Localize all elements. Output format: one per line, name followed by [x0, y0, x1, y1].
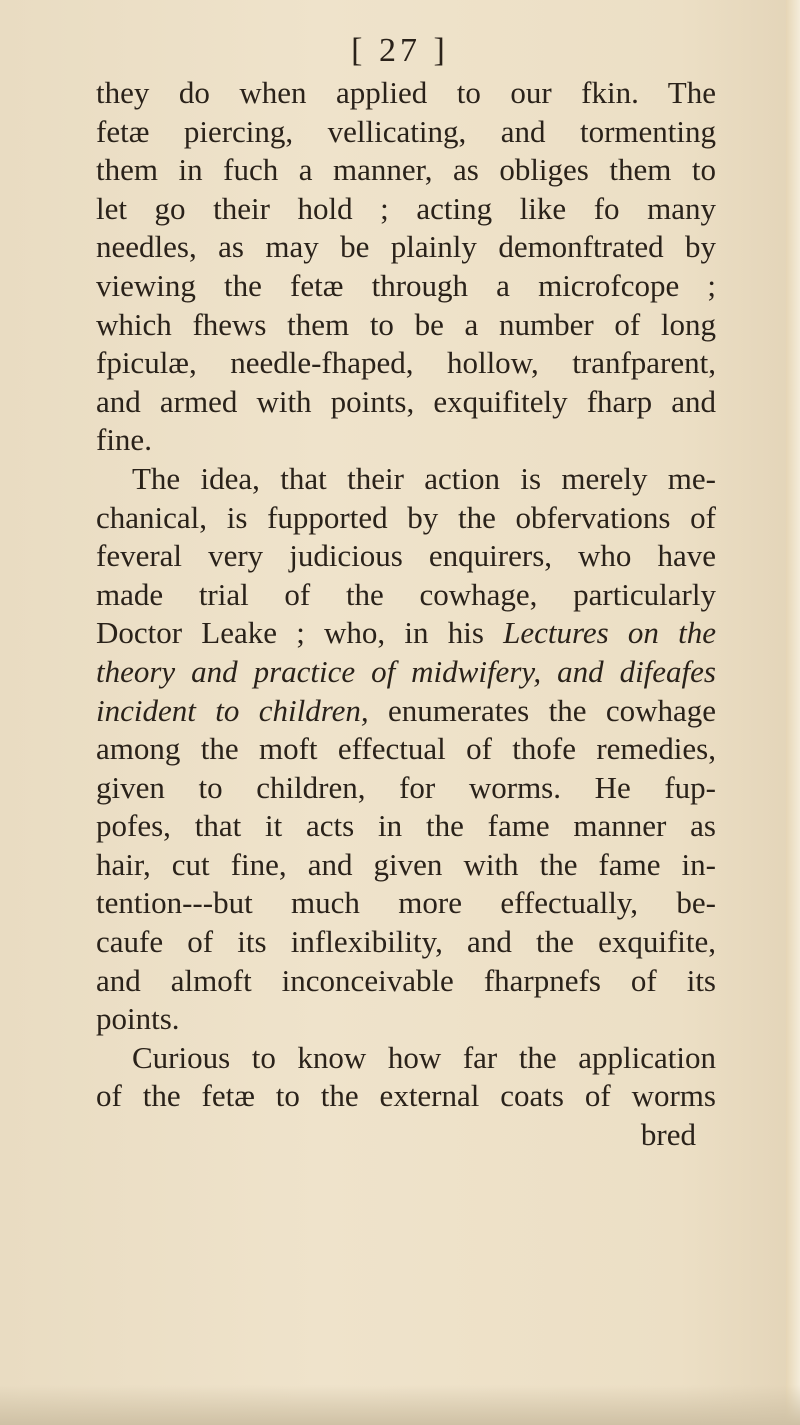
text-line [96, 653, 716, 692]
text-segment: given to children, for worms. He fup- [96, 769, 716, 805]
text-line [96, 267, 716, 306]
text-line [96, 1039, 716, 1078]
text-segment: points. [96, 1001, 180, 1037]
text-line [96, 190, 716, 229]
text-segment: viewing the fetæ through a microfcope ; [96, 267, 716, 303]
text-line [96, 962, 716, 1001]
text-line [96, 228, 716, 267]
text-segment: hair, cut fine, and given with the fame in- [96, 846, 716, 882]
text-line [96, 383, 716, 422]
text-segment: fine. [96, 422, 152, 458]
text-line [96, 151, 716, 190]
text-line [96, 884, 716, 923]
italic-text: Lectures on the [503, 615, 716, 651]
text-line [96, 692, 716, 731]
text-line [96, 1000, 716, 1039]
text-segment: tention---but much more effectually, be- [96, 885, 716, 921]
page-edge [786, 0, 800, 1425]
text-line [96, 113, 716, 152]
text-line [96, 614, 716, 653]
text-line [96, 499, 716, 538]
text-segment: enumerates the cowhage [368, 692, 716, 728]
text-line [96, 807, 716, 846]
text-line [96, 460, 716, 499]
text-segment: them in fuch a manner, as obliges them to [96, 152, 716, 188]
text-segment: fetæ piercing, vellicating, and tormenting [96, 113, 716, 149]
text-line [96, 1116, 716, 1155]
text-segment: and almoft inconceivable fharpnefs of its [96, 962, 716, 998]
text-line [96, 74, 716, 113]
text-segment: Curious to know how far the application [132, 1039, 716, 1075]
page-number-header: [ 27 ] [351, 32, 449, 69]
text-line [96, 306, 716, 345]
text-segment: pofes, that it acts in the fame manner as [96, 808, 716, 844]
text-line [96, 923, 716, 962]
text-segment: let go their hold ; acting like fo many [96, 190, 716, 226]
text-line [96, 576, 716, 615]
text-line [96, 537, 716, 576]
body-text [96, 74, 716, 1155]
text-segment: Doctor Leake ; who, in his [96, 615, 504, 651]
text-segment: they do when applied to our fkin. The [96, 75, 716, 110]
italic-text: incident to children, [96, 692, 369, 728]
text-segment: and armed with points, exquifitely fharp and [96, 383, 716, 419]
text-segment: made trial of the cowhage, particularly [96, 576, 716, 612]
text-segment: feveral very judicious enquirers, who have [96, 538, 716, 574]
text-segment: of the fetæ to the external coats of worms [96, 1078, 716, 1114]
text-line [96, 730, 716, 769]
text-line [96, 846, 716, 885]
text-line [96, 421, 716, 460]
text-line [96, 344, 716, 383]
text-segment: chanical, is fupported by the obfervations of [96, 499, 716, 535]
text-line [96, 769, 716, 808]
page-bottom-shadow [0, 1385, 800, 1425]
italic-text: theory and practice of midwifery, and difeafes [96, 653, 716, 689]
text-segment: fpiculæ, needle-fhaped, hollow, tranfparent, [96, 345, 716, 381]
text-segment: caufe of its inflexibility, and the exquifite, [96, 924, 716, 960]
text-segment: needles, as may be plainly demonftrated by [96, 229, 716, 265]
text-segment: bred [640, 1117, 696, 1153]
text-line [96, 1077, 716, 1116]
text-segment: among the moft effectual of thofe remedies, [96, 731, 716, 767]
text-segment: which fhews them to be a number of long [96, 306, 716, 342]
text-segment: The idea, that their action is merely me- [132, 460, 716, 496]
